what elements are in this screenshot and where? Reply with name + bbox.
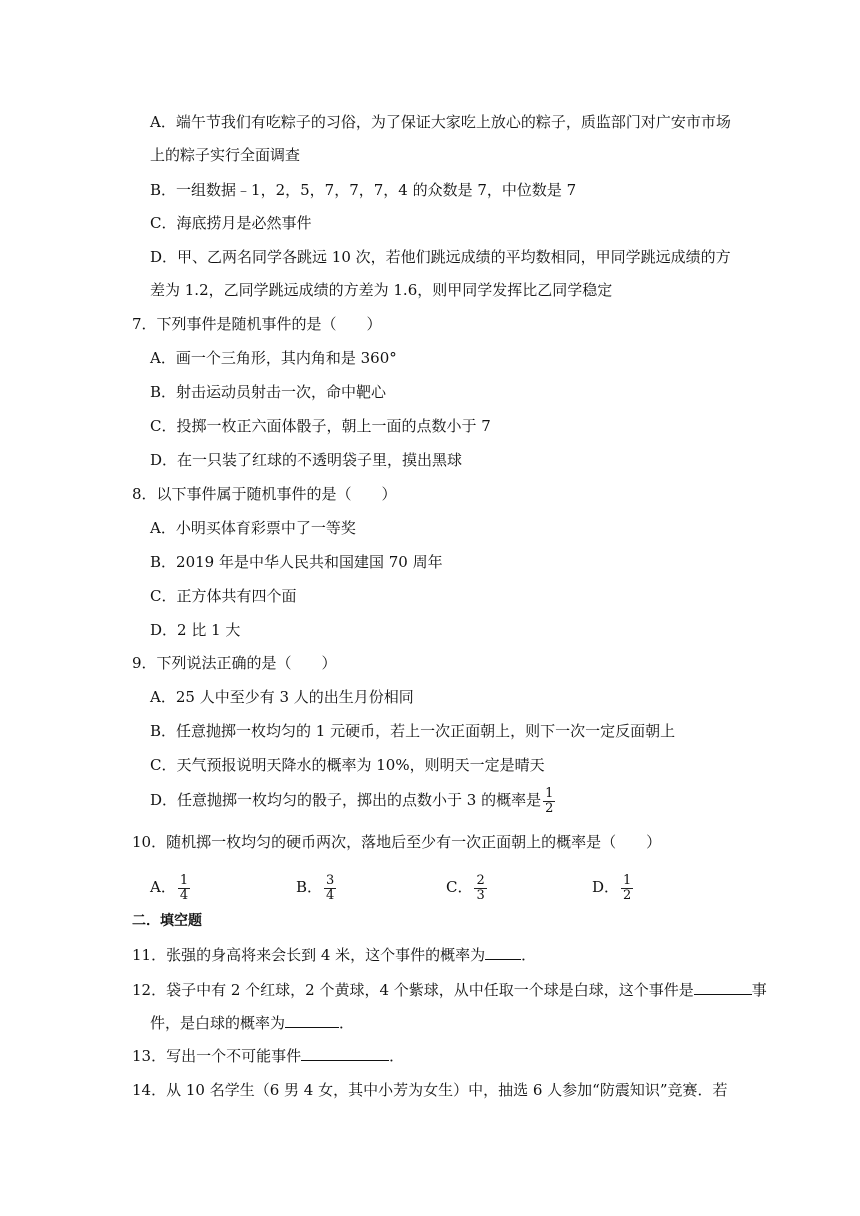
fraction-denominator: 4: [326, 887, 335, 903]
q6-option-d-line1: D．甲、乙两名同学各跳远 10 次，若他们跳远成绩的平均数相同，甲同学跳远成绩的方: [150, 248, 731, 266]
q13: [132, 1046, 404, 1066]
fraction: [474, 874, 486, 903]
q8-option-c: C．正方体共有四个面: [150, 587, 297, 605]
q7-option-b: B．射击运动员射击一次，命中靶心: [150, 383, 387, 401]
q6-option-c: C．海底捞月是必然事件: [150, 214, 312, 232]
q6-option-a-line2: 上的粽子实行全面调查: [150, 146, 301, 164]
option-label: C．: [446, 878, 473, 896]
fraction-numerator: 3: [326, 872, 335, 888]
fraction-numerator: 1: [623, 872, 632, 888]
q12-text-tail: 事: [751, 981, 767, 999]
q12-line1: [132, 980, 767, 1000]
option-label: B．: [296, 878, 323, 896]
q8-option-a: A．小明买体育彩票中了一等奖: [150, 519, 356, 537]
q12-text: 12．袋子中有 2 个红球，2 个黄球，4 个紫球，从中任取一个球是白球，这个事件是: [132, 981, 694, 999]
q10-option-b: [296, 870, 336, 904]
answer-blank[interactable]: [285, 1013, 339, 1028]
q6-option-a-line1: A．端午节我们有吃粽子的习俗，为了保证大家吃上放心的粽子，质监部门对广安市市场: [150, 113, 731, 131]
q7-option-c: C．投掷一枚正六面体骰子，朝上一面的点数小于 7: [150, 417, 491, 435]
fraction: [178, 874, 190, 903]
q11: [132, 945, 536, 965]
q12-line2: [150, 1013, 354, 1033]
q11-period: ．: [521, 946, 537, 964]
q12-period: ．: [339, 1014, 355, 1032]
fraction: [621, 874, 633, 903]
q13-period: ．: [389, 1047, 405, 1065]
q9-option-c: C．天气预报说明天降水的概率为 10%，则明天一定是晴天: [150, 756, 545, 774]
fraction-denominator: 2: [623, 887, 632, 903]
q10-option-d: [592, 870, 633, 904]
q8-option-d: D．2 比 1 大: [150, 621, 241, 639]
q11-text: 11．张强的身高将来会长到 4 米，这个事件的概率为: [132, 946, 486, 964]
option-label: A．: [150, 878, 176, 896]
answer-blank[interactable]: [485, 945, 521, 960]
q7-option-d: D．在一只装了红球的不透明袋子里，摸出黑球: [150, 451, 463, 469]
q10-option-c: [446, 870, 487, 904]
q10-stem: 10．随机掷一枚均匀的硬币两次，落地后至少有一次正面朝上的概率是（ ）: [132, 833, 662, 851]
answer-blank[interactable]: [694, 980, 752, 995]
fraction-numerator: 1: [179, 872, 189, 888]
answer-blank[interactable]: [301, 1046, 389, 1061]
q10-options-row: [150, 870, 670, 904]
q6-option-b: B．一组数据﹣1，2，5，7，7，7，4 的众数是 7，中位数是 7: [150, 181, 577, 199]
fraction-denominator: 3: [476, 887, 485, 903]
fraction-numerator: 2: [476, 872, 485, 888]
q7-stem: 7．下列事件是随机事件的是（ ）: [132, 315, 382, 333]
fraction-denominator: 2: [545, 800, 554, 816]
fraction-numerator: 1: [545, 785, 554, 801]
q8-stem: 8．以下事件属于随机事件的是（ ）: [132, 485, 397, 503]
q9-option-a: A．25 人中至少有 3 人的出生月份相同: [150, 688, 414, 706]
q13-text: 13．写出一个不可能事件: [132, 1047, 302, 1065]
q12-text-2: 件，是白球的概率为: [150, 1014, 286, 1032]
q9-option-b: B．任意抛掷一枚均匀的 1 元硬币，若上一次正面朝上，则下一次一定反面朝上: [150, 722, 676, 740]
q9-option-d: [150, 785, 555, 816]
fraction: [324, 874, 336, 903]
fraction-denominator: 4: [179, 887, 189, 903]
q6-option-d-line2: 差为 1.2，乙同学跳远成绩的方差为 1.6，则甲同学发挥比乙同学稳定: [150, 281, 613, 299]
q10-option-a: [150, 870, 190, 904]
section-heading-fill-blank: 二．填空题: [132, 913, 202, 929]
fraction: [543, 787, 555, 816]
option-label: D．: [592, 878, 620, 896]
q8-option-b: B．2019 年是中华人民共和国建国 70 周年: [150, 553, 443, 571]
q9-option-d-text: D．任意抛掷一枚均匀的骰子，掷出的点数小于 3 的概率是: [150, 791, 542, 809]
q7-option-a: A．画一个三角形，其内角和是 360°: [150, 349, 397, 367]
q14-line1: 14．从 10 名学生（6 男 4 女，其中小芳为女生）中，抽选 6 人参加“防震知识”竞赛．若: [132, 1081, 728, 1099]
q9-stem: 9．下列说法正确的是（ ）: [132, 654, 337, 672]
